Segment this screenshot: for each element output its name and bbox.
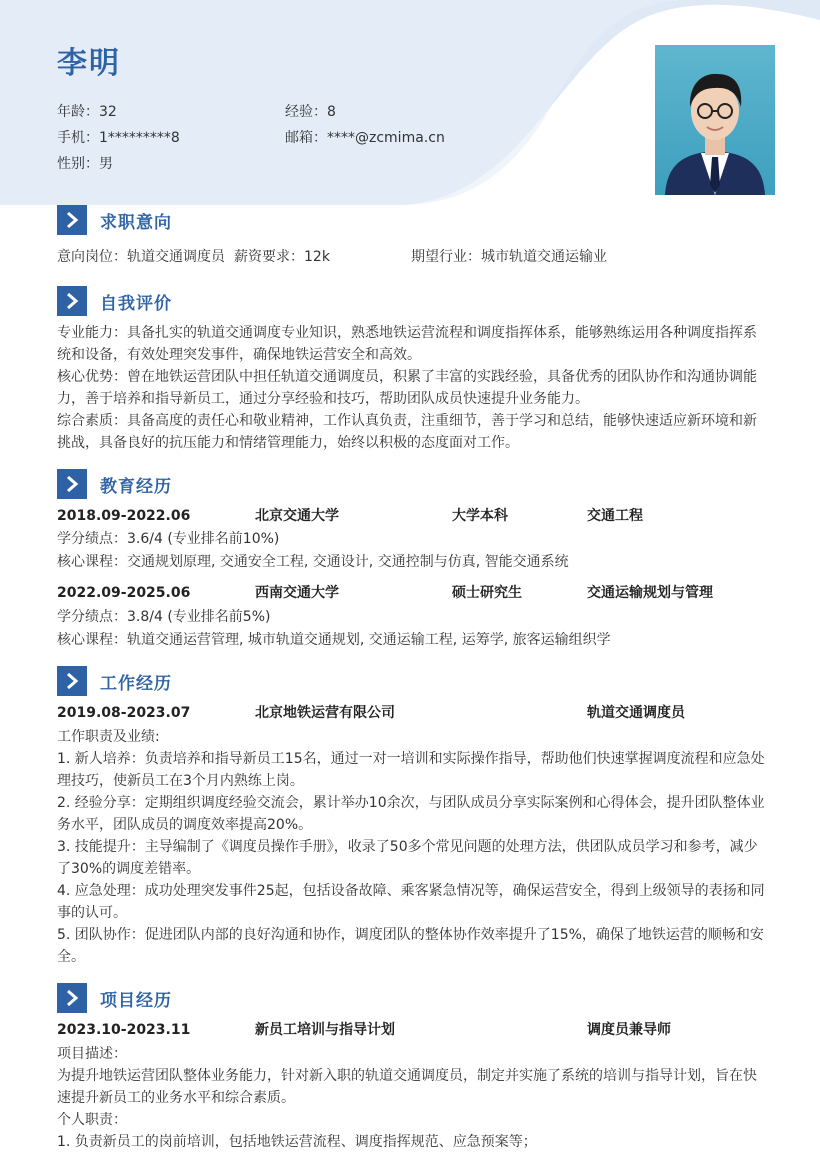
section-title: 工作经历 [100,673,172,694]
chevron-right-icon [57,469,87,499]
project-desc-label: 项目描述： [57,1046,127,1062]
self-eval-paragraph: 专业能力：具备扎实的轨道交通调度专业知识，熟悉地铁运营流程和调度指挥体系，能够熟练运用各种调度指挥系统和设备，有效处理突发事件，确保地铁运营安全和高效。 [57,325,757,363]
edu-major: 交通工程 [587,508,643,524]
section-header-work [57,666,172,696]
age-info: 年龄：32 [57,104,117,120]
profile-photo [655,45,775,195]
section-header-education [57,469,172,499]
chevron-right-icon [57,666,87,696]
edu-gpa: 学分绩点：3.6/4 (专业排名前10%) [57,531,280,547]
edu-period: 2018.09-2022.06 [57,508,191,524]
edu-courses: 核心课程：轨道交通运营管理, 城市轨道交通规划, 交通运输工程, 运筹学, 旅客运输组织学 [57,632,611,648]
work-role: 轨道交通调度员 [587,705,685,721]
section-title: 教育经历 [100,476,172,497]
section-header-project [57,983,172,1013]
project-period: 2023.10-2023.11 [57,1022,191,1038]
intention-position: 意向岗位：轨道交通调度员 [57,249,225,265]
edu-major: 交通运输规划与管理 [587,585,713,601]
work-item: 1. 新人培养：负责培养和指导新员工15名，通过一对一培训和实际操作指导，帮助他们快速掌握调度流程和应急处理技巧，使新员工在3个月内熟练上岗。 [57,751,765,789]
avatar-illustration [655,45,775,195]
phone-info: 手机：1*********8 [57,130,180,146]
section-title: 自我评价 [100,293,172,314]
project-duty-label: 个人职责： [57,1112,127,1128]
experience-info: 经验：8 [285,104,336,120]
work-item: 5. 团队协作：促进团队内部的良好沟通和协作，调度团队的整体协作效率提升了15%，确保了地铁运营的顺畅和安全。 [57,927,764,965]
project-role: 调度员兼导师 [587,1022,671,1038]
work-company: 北京地铁运营有限公司 [255,705,395,721]
project-duty: 1. 负责新员工的岗前培训，包括地铁运营流程、调度指挥规范、应急预案等； [57,1134,537,1150]
work-intro: 工作职责及业绩: [57,729,160,745]
work-item: 2. 经验分享：定期组织调度经验交流会，累计举办10余次，与团队成员分享实际案例和心得体会，提升团队整体业务水平，团队成员的调度效率提高20%。 [57,795,765,833]
edu-courses: 核心课程：交通规划原理, 交通安全工程, 交通设计, 交通控制与仿真, 智能交通系统 [57,554,569,570]
edu-degree: 硕士研究生 [452,585,522,601]
edu-degree: 大学本科 [452,508,508,524]
intention-industry: 期望行业：城市轨道交通运输业 [411,249,607,265]
section-header-intention [57,205,172,235]
work-item: 3. 技能提升：主导编制了《调度员操作手册》，收录了50多个常见问题的处理方法，供团队成员学习和参考，减少了30%的调度差错率。 [57,839,758,877]
chevron-right-icon [57,205,87,235]
self-eval-paragraph: 综合素质：具备高度的责任心和敬业精神，工作认真负责，注重细节，善于学习和总结，能够快速适应新环境和新挑战，具备良好的抗压能力和情绪管理能力，始终以积极的态度面对工作。 [57,413,757,451]
self-eval-paragraph: 核心优势：曾在地铁运营团队中担任轨道交通调度员，积累了丰富的实践经验，具备优秀的团队协作和沟通协调能力，善于培养和指导新员工，通过分享经验和技巧，帮助团队成员快速提升业务能力。 [57,369,757,407]
edu-period: 2022.09-2025.06 [57,585,191,601]
work-period: 2019.08-2023.07 [57,705,191,721]
section-header-self-eval [57,286,172,316]
edu-school: 西南交通大学 [255,585,339,601]
project-desc: 为提升地铁运营团队整体业务能力，针对新入职的轨道交通调度员，制定并实施了系统的培训与指导计划，旨在快速提升新员工的业务水平和综合素质。 [57,1068,757,1106]
work-item: 4. 应急处理：成功处理突发事件25起，包括设备故障、乘客紧急情况等，确保运营安全，得到上级领导的表扬和同事的认可。 [57,883,765,921]
intention-salary: 薪资要求：12k [234,249,330,265]
section-title: 求职意向 [100,212,172,233]
section-title: 项目经历 [100,990,172,1011]
candidate-name: 李明 [57,46,121,81]
edu-school: 北京交通大学 [255,508,339,524]
chevron-right-icon [57,286,87,316]
email-info: 邮箱：****@zcmima.cn [285,130,445,146]
gender-info: 性别：男 [57,156,113,172]
edu-gpa: 学分绩点：3.8/4 (专业排名前5%) [57,609,271,625]
project-name: 新员工培训与指导计划 [255,1022,395,1038]
chevron-right-icon [57,983,87,1013]
